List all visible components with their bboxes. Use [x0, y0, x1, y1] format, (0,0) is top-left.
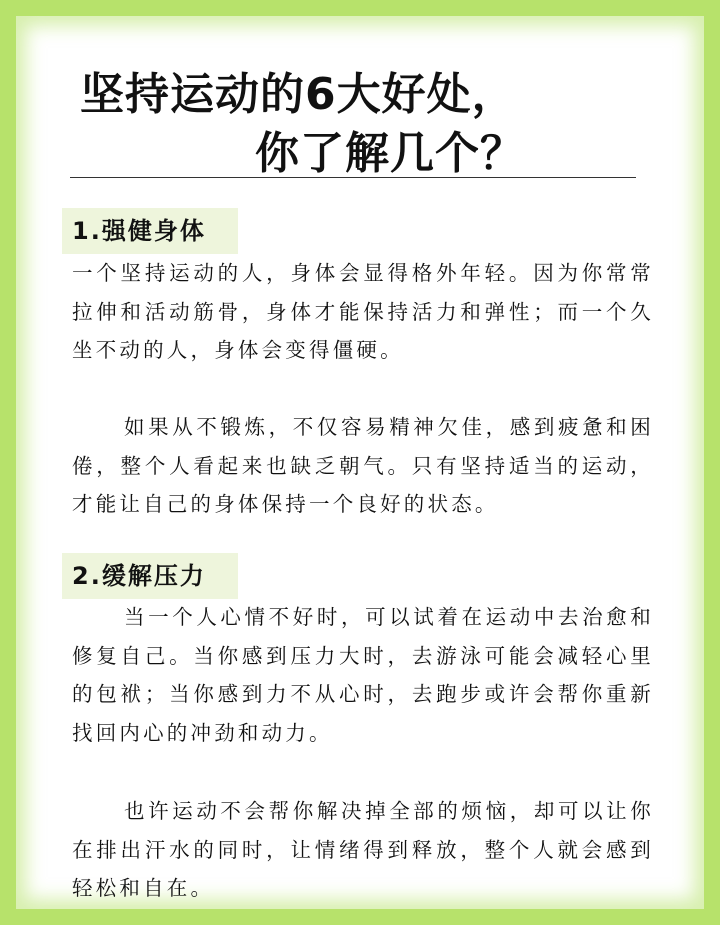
page-title-line-2: 你了解几个？	[255, 128, 525, 179]
section-2-paragraph-1: 当一个人心情不好时，可以试着在运动中去治愈和修复自己。当你感到压力大时，去游泳可能会减轻心里的包袱；当你感到力不从心时，去跑步或许会帮你重新找回内心的冲劲和动力。	[72, 605, 654, 745]
section-heading-relieve-stress: 2.缓解压力	[62, 553, 238, 599]
section-1-paragraph-1: 一个坚持运动的人，身体会显得格外年轻。因为你常常拉伸和活动筋骨，身体才能保持活力和弹性；而一个久坐不动的人，身体会变得僵硬。	[72, 261, 654, 362]
section-2-paragraph-2: 也许运动不会帮你解决掉全部的烦恼，却可以让你在排出汗水的同时，让情绪得到释放，整个人就会感到轻松和自在。	[72, 799, 654, 900]
title-divider	[70, 177, 636, 178]
page-title-line-1: 坚持运动的6大好处，	[80, 69, 517, 120]
section-heading-strong-body: 1.强健身体	[62, 208, 238, 254]
section-1-paragraph-2: 如果从不锻炼，不仅容易精神欠佳，感到疲惫和困倦，整个人看起来也缺乏朝气。只有坚持适当的运动，才能让自己的身体保持一个良好的状态。	[72, 415, 654, 516]
